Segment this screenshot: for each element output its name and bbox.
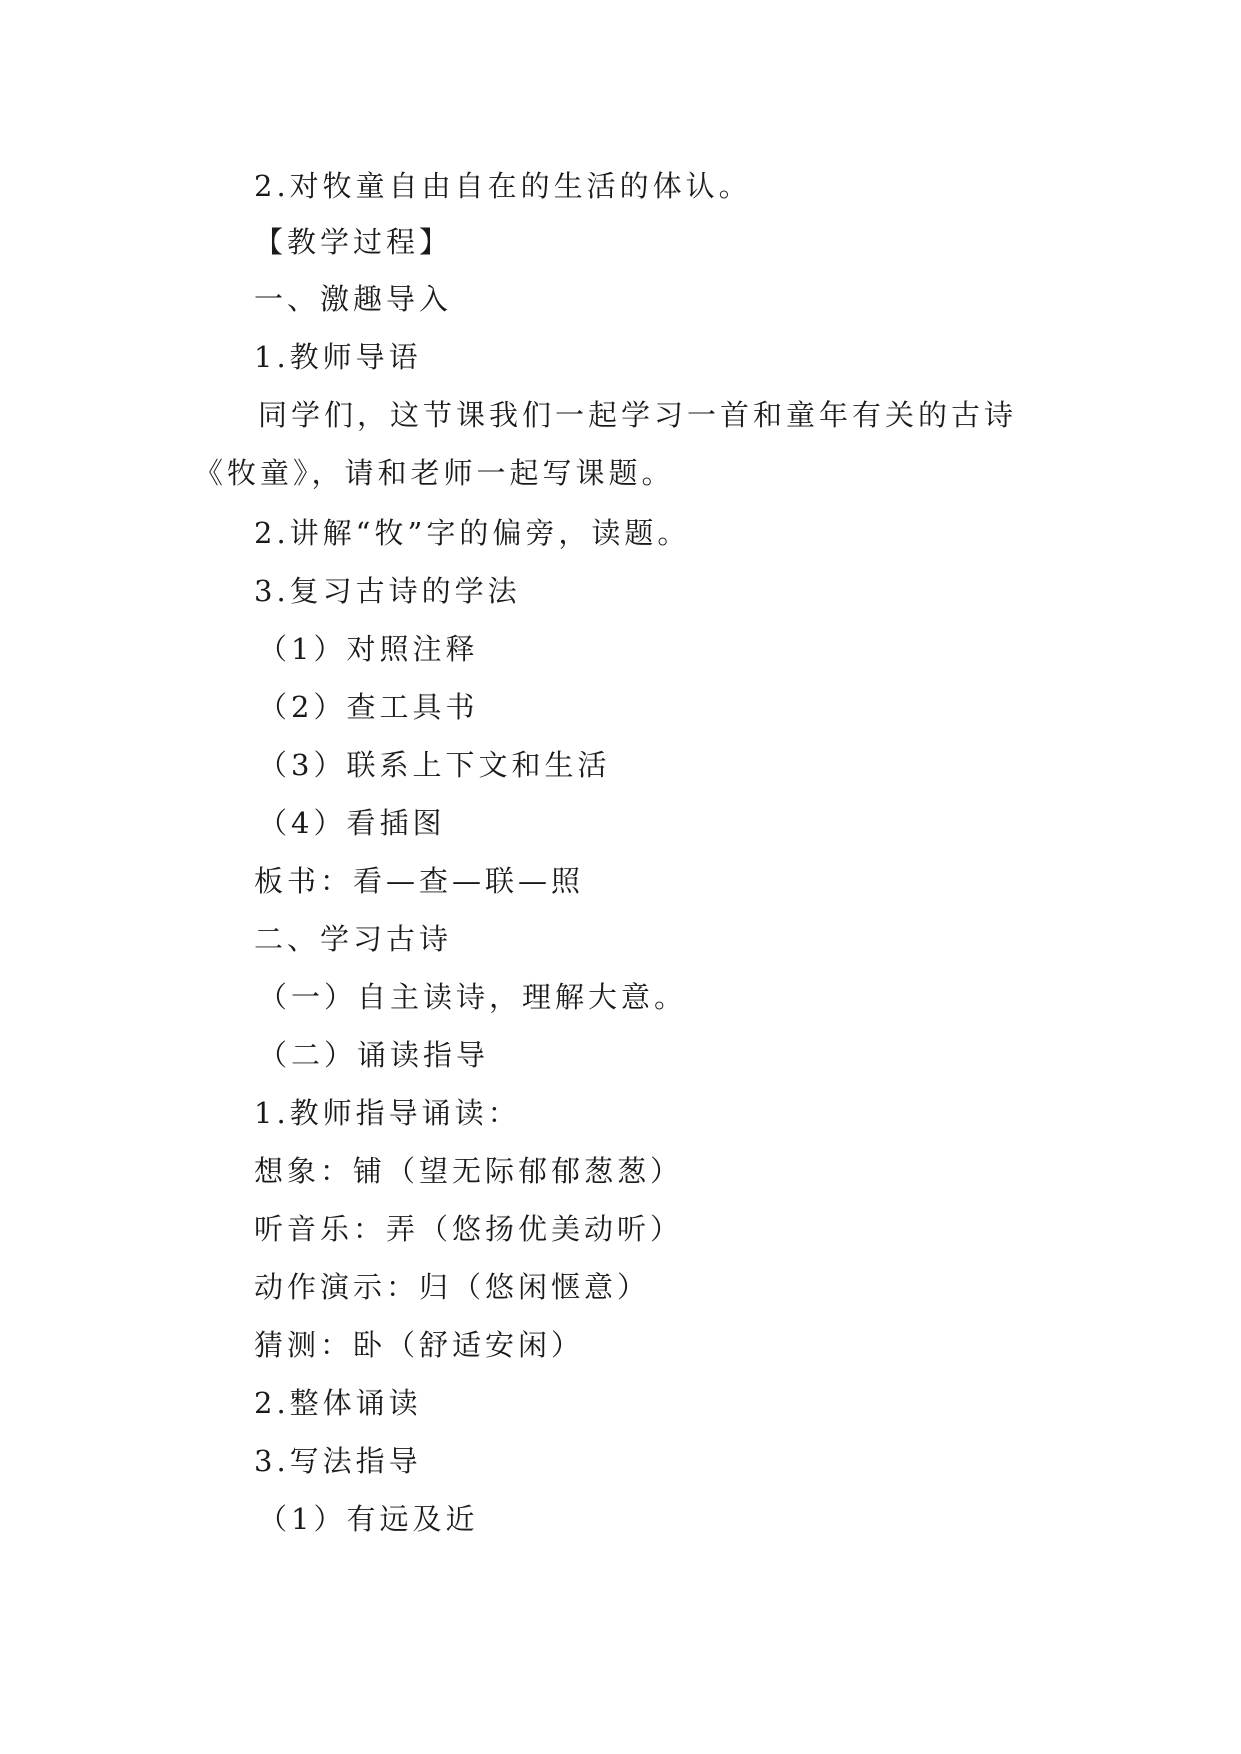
section-heading-teaching-process: 【教学过程】: [254, 225, 453, 259]
list-item: 3.写法指导: [254, 1444, 422, 1478]
list-item: 动作演示：归（悠闲惬意）: [254, 1270, 651, 1304]
list-item: 2.讲解“牧”字的偏旁，读题。: [254, 516, 691, 550]
board-writing-line: 板书：看—查—联—照: [254, 864, 585, 898]
paragraph-line: 同学们，这节课我们一起学习一首和童年有关的古诗: [258, 398, 1018, 432]
list-item: （1）对照注释: [258, 632, 479, 666]
list-item: 1.教师指导诵读：: [254, 1096, 521, 1130]
list-item: 听音乐：弄（悠扬优美动听）: [254, 1212, 684, 1246]
list-item: 3.复习古诗的学法: [254, 574, 521, 608]
subheading-teacher-intro: 1.教师导语: [254, 340, 422, 374]
list-item: 2.整体诵读: [254, 1386, 422, 1420]
list-item: （1）有远及近: [258, 1502, 479, 1536]
subheading: （二）诵读指导: [258, 1038, 490, 1072]
list-item: 想象：铺（望无际郁郁葱葱）: [254, 1154, 684, 1188]
subheading: （一）自主读诗，理解大意。: [258, 980, 688, 1014]
list-item: （3）联系上下文和生活: [258, 748, 611, 782]
list-item: （4）看插图: [258, 806, 446, 840]
objective-line: 2.对牧童自由自在的生活的体认。: [254, 169, 752, 203]
paragraph-line: 《牧童》，请和老师一起写课题。: [194, 456, 675, 490]
list-item: 猜测：卧（舒适安闲）: [254, 1328, 585, 1362]
heading-learn-poem: 二、学习古诗: [254, 922, 453, 956]
heading-introduction: 一、激趣导入: [254, 282, 453, 316]
list-item: （2）查工具书: [258, 690, 479, 724]
